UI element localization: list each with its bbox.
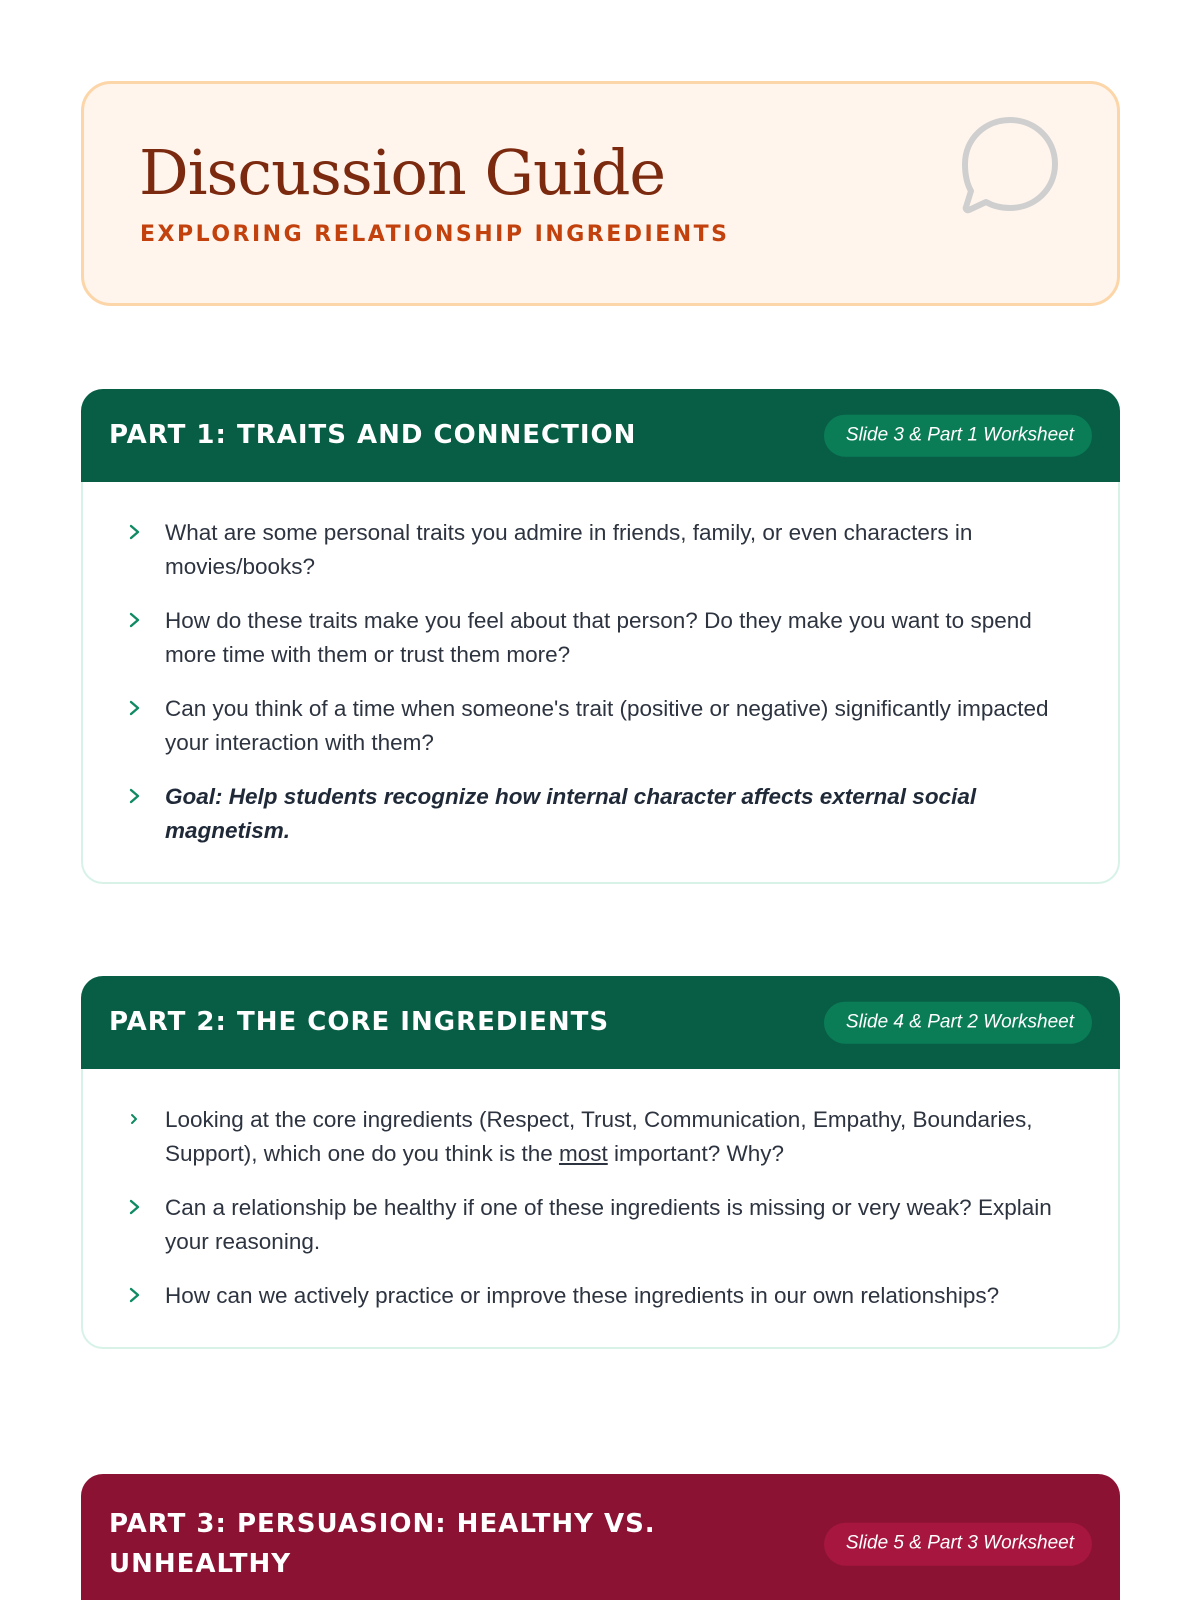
section-part-3 bbox=[81, 1474, 1120, 1600]
chevron-right-icon bbox=[127, 609, 157, 631]
question-text-part: Looking at the core ingredients (Respect, Trust, Communication, Empathy, Boundaries, Support), which one do you think is the bbox=[165, 1107, 1033, 1166]
list-item bbox=[127, 604, 1078, 672]
question-text: How do these traits make you feel about that person? Do they make you want to spend more time with them or trust them more? bbox=[165, 608, 1032, 667]
section-part-2 bbox=[81, 976, 1120, 1349]
section-body bbox=[81, 482, 1120, 884]
goal-item bbox=[127, 780, 1078, 848]
chevron-right-icon bbox=[127, 1284, 157, 1306]
section-header bbox=[81, 976, 1120, 1069]
question-text: What are some personal traits you admire in friends, family, or even characters in movies/books? bbox=[165, 520, 973, 579]
section-title: PART 1: TRAITS AND CONNECTION bbox=[109, 420, 637, 451]
section-title: PART 2: THE CORE INGREDIENTS bbox=[109, 1007, 610, 1038]
slide-reference-badge: Slide 5 & Part 3 Worksheet bbox=[824, 1523, 1092, 1566]
question-text bbox=[157, 1103, 1078, 1171]
question-text: How can we actively practice or improve these ingredients in our own relationships? bbox=[165, 1283, 1000, 1308]
list-item bbox=[127, 692, 1078, 760]
list-item bbox=[127, 1103, 1078, 1171]
chevron-right-icon bbox=[127, 1108, 157, 1130]
section-header bbox=[81, 389, 1120, 482]
chevron-right-icon bbox=[127, 785, 157, 807]
list-item bbox=[127, 1279, 1078, 1313]
list-item bbox=[127, 1191, 1078, 1259]
section-body bbox=[81, 1069, 1120, 1349]
question-text: Can you think of a time when someone's trait (positive or negative) significantly impacted your interaction with them? bbox=[165, 696, 1049, 755]
section-title: PART 3: PERSUASION: HEALTHY VS. UNHEALTHY bbox=[109, 1508, 656, 1579]
chevron-right-icon bbox=[127, 697, 157, 719]
list-item bbox=[127, 516, 1078, 584]
section-part-1 bbox=[81, 389, 1120, 884]
chevron-right-icon bbox=[127, 521, 157, 543]
section-header bbox=[81, 1474, 1120, 1600]
slide-reference-badge: Slide 4 & Part 2 Worksheet bbox=[824, 1001, 1092, 1044]
header-card bbox=[81, 81, 1120, 306]
chevron-right-icon bbox=[127, 1196, 157, 1218]
slide-reference-badge: Slide 3 & Part 1 Worksheet bbox=[824, 414, 1092, 457]
page-subtitle: EXPLORING RELATIONSHIP INGREDIENTS bbox=[140, 222, 730, 247]
question-text: Can a relationship be healthy if one of these ingredients is missing or very weak? Explain your reasoning. bbox=[165, 1195, 1052, 1254]
emphasis-text: most bbox=[558, 1141, 608, 1166]
chat-bubble-icon bbox=[959, 114, 1061, 216]
question-text-part: important? Why? bbox=[607, 1141, 785, 1166]
page-title: Discussion Guide bbox=[139, 136, 666, 209]
goal-text: Goal: Help students recognize how internal character affects external social magnetism. bbox=[165, 784, 977, 843]
